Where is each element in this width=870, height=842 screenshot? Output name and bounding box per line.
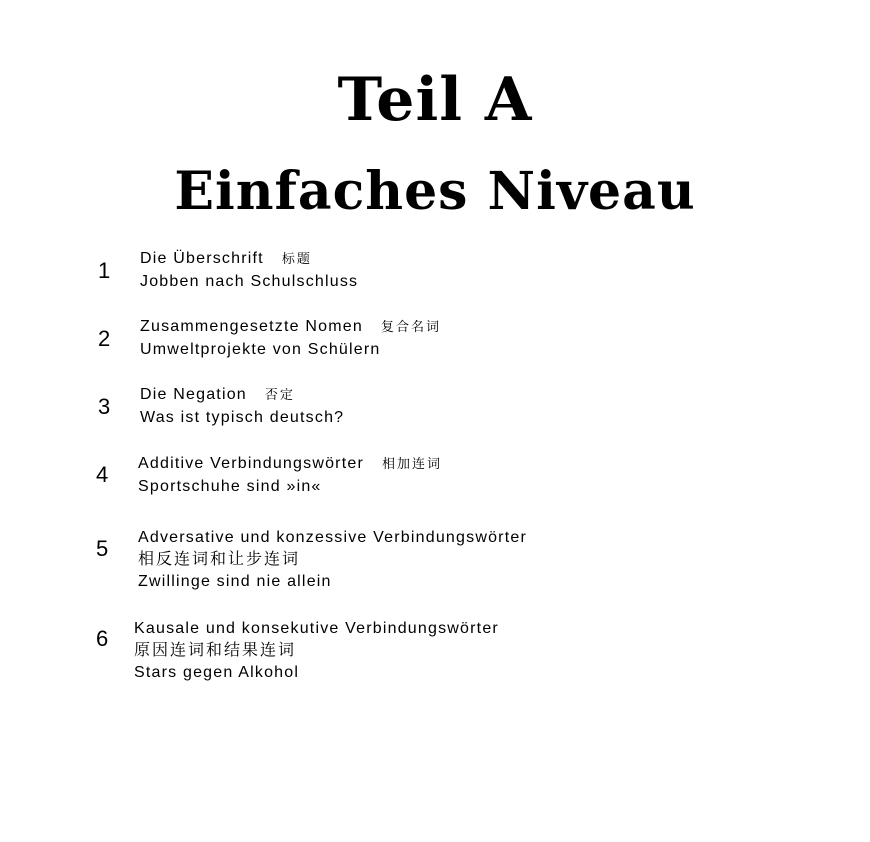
- item-heading-cn: 标题: [281, 252, 312, 267]
- item-heading-de: Kausale und konsekutive Verbindungswörter: [134, 620, 499, 637]
- item-heading-cn: 复合名词: [380, 320, 441, 335]
- item-heading: [140, 248, 358, 271]
- item-heading-de: Die Negation: [140, 386, 247, 403]
- item-heading-de: Adversative und konzessive Verbindungswörter: [138, 529, 527, 546]
- item-number: 4: [96, 462, 109, 487]
- item-heading: [140, 316, 441, 339]
- item-heading-cn: 相反连词和让步连词: [138, 551, 301, 568]
- item-heading-de: Die Überschrift: [140, 250, 264, 267]
- item-heading-de: Zusammengesetzte Nomen: [140, 318, 363, 335]
- item-topic: Jobben nach Schulschluss: [140, 273, 359, 290]
- title-part: Teil A: [337, 65, 533, 135]
- item-number: 5: [96, 536, 109, 561]
- item-topic: Umweltprojekte von Schülern: [140, 341, 381, 358]
- item-number: 6: [96, 626, 109, 651]
- item-heading-cn: 原因连词和结果连词: [134, 642, 297, 659]
- item-heading-de: Additive Verbindungswörter: [138, 455, 364, 472]
- item-number: 2: [98, 326, 111, 351]
- item-heading-cn: 相加连词: [381, 457, 442, 472]
- item-topic: Zwillinge sind nie allein: [138, 573, 332, 590]
- item-heading: [140, 384, 344, 407]
- item-heading-cn: 否定: [264, 388, 295, 403]
- item-heading: [138, 453, 442, 476]
- item-topic: Was ist typisch deutsch?: [140, 409, 345, 426]
- item-topic: Sportschuhe sind »in«: [138, 478, 322, 495]
- item-topic: Stars gegen Alkohol: [134, 664, 300, 681]
- item-number: 3: [98, 394, 111, 419]
- title-level: Einfaches Niveau: [174, 161, 696, 222]
- item-number: 1: [98, 258, 111, 283]
